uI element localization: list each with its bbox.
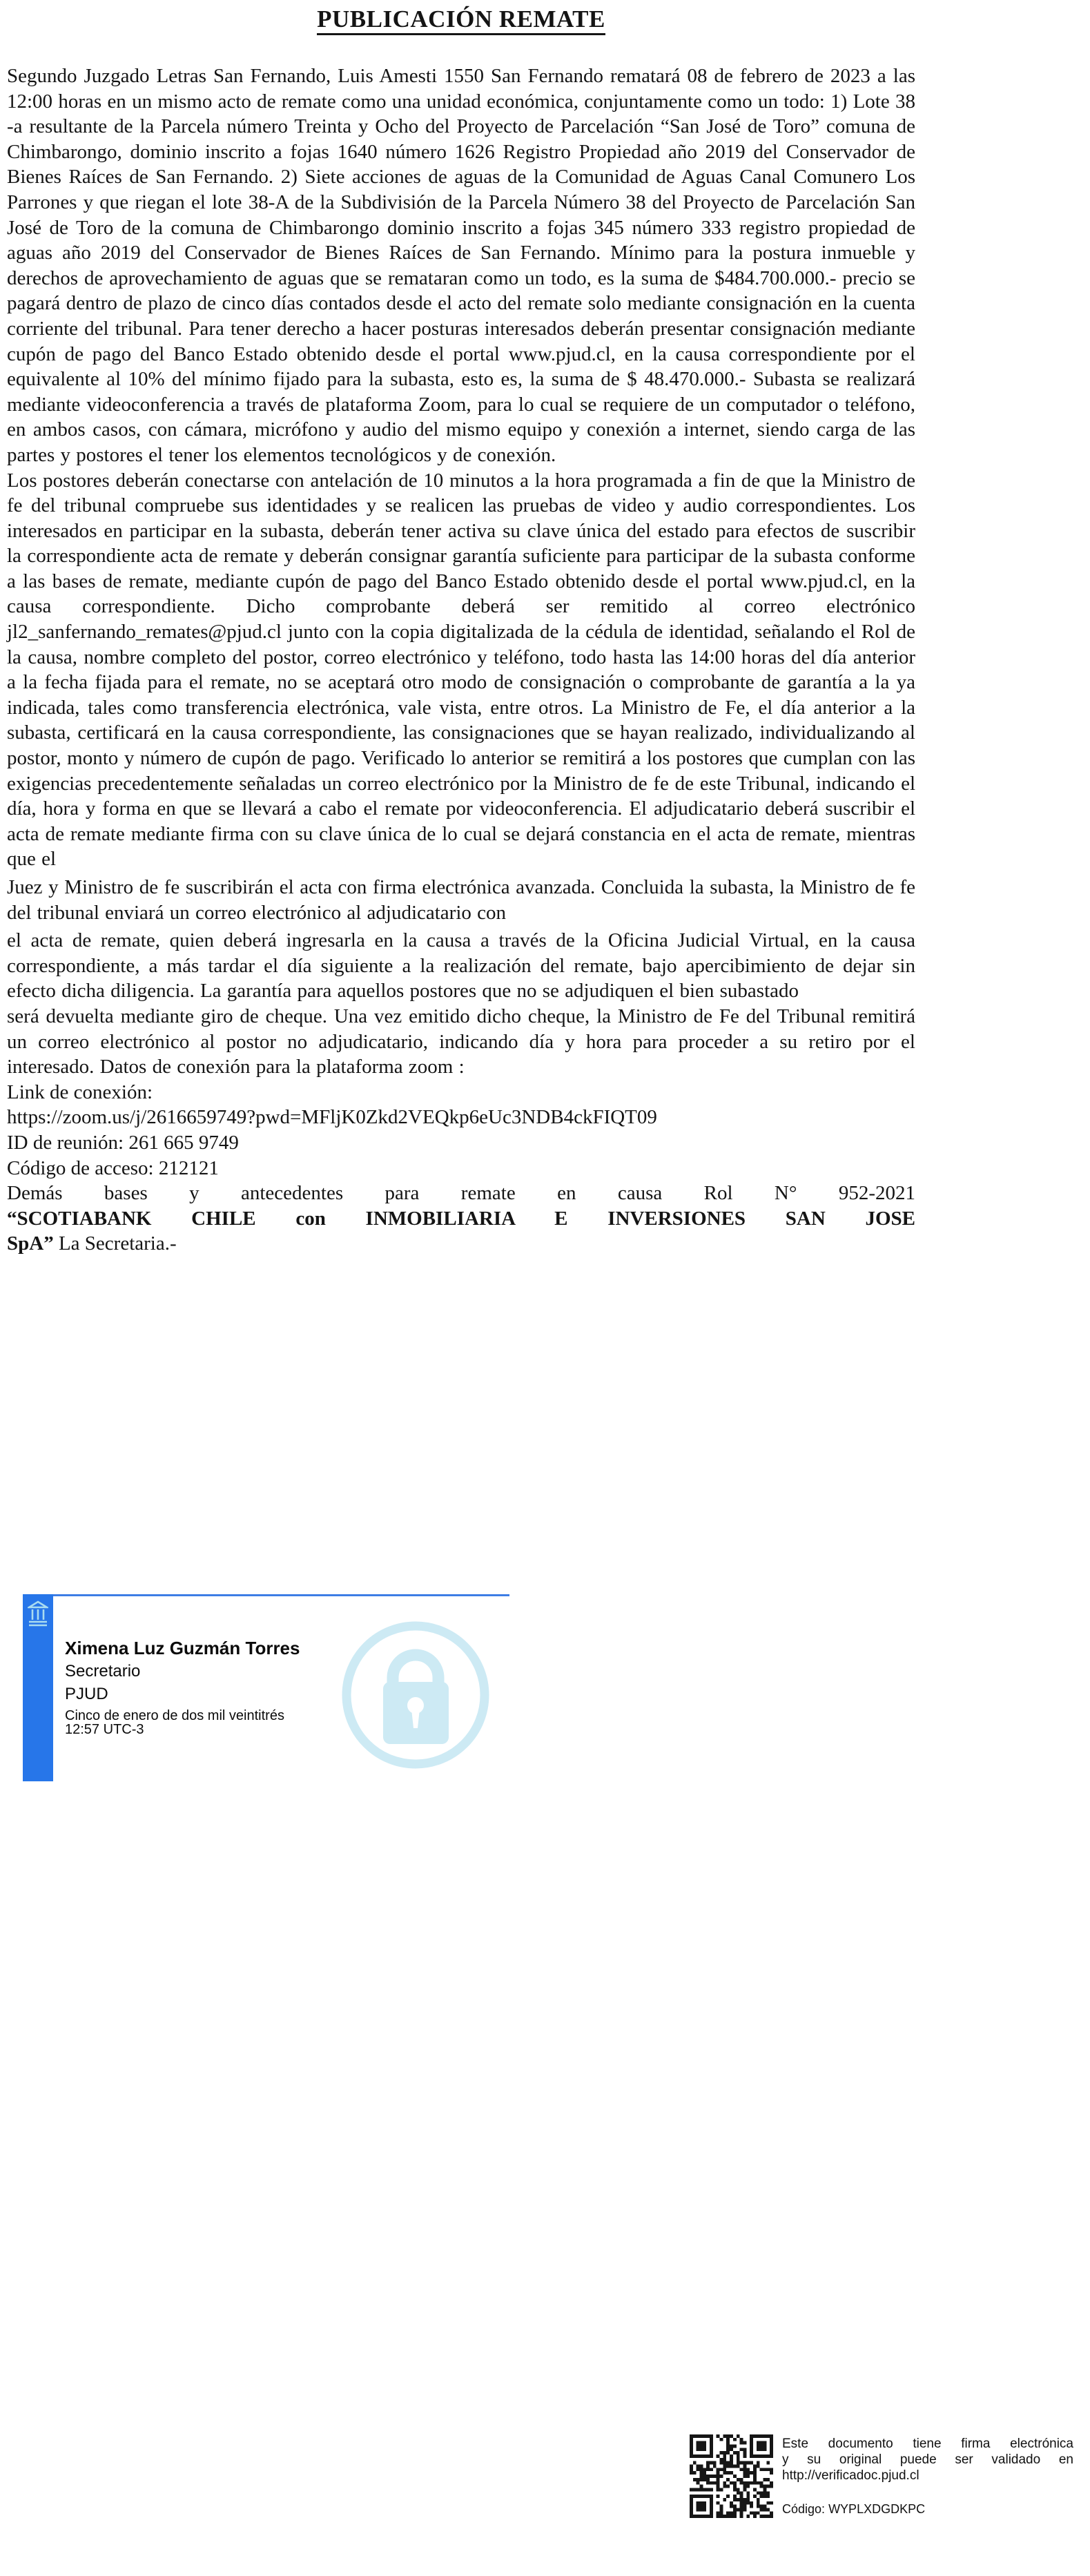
page-title: PUBLICACIÓN REMATE xyxy=(7,6,915,33)
paragraph-record-filing: el acta de remate, quien deberá ingresarla en la causa a través de la Oficina Judicial Virtual, en la causa correspondiente, a más tardar el día siguiente a la realización del remate, bajo apercibimiento de dejar sin efecto dicha diligencia. La garantía para aquellos postores que no se adjudiquen el bien subastado xyxy=(7,929,915,1003)
paragraph-bidder-requirements: Los postores deberán conectarse con antelación de 10 minutos a la hora programada a fin de que la Ministro de fe del tribunal compruebe sus identidades y se realicen las pruebas de video y audio correspondientes. Los interesados en participar en la subasta, deberán tener activa su clave única del estado para efectos de suscribir la correspondiente acta de remate y deberán consignar garantía suficiente para participar de la subasta conforme a las bases de remate, mediante cupón de pago del Banco Estado obtenido desde el portal www.pjud.cl, en la causa correspondiente. Dicho comprobante deberá ser remitido al correo electrónico jl2_sanfernando_remates@pjud.cl junto con la copia digitalizada de la cédula de identidad, señalando el Rol de la causa, nombre completo del postor, correo electrónico y teléfono, todo hasta las 14:00 horas del día anterior a la fecha fijada para el remate, no se aceptará otro modo de consignación o comprobante de garantía a la ya indicada, tales como transferencia electrónica, vale vista, entre otros. La Ministro de Fe, el día anterior a la subasta, certificará en la causa correspondiente, las consignaciones que se hayan realizado, individualizando al postor, monto y número de cupón de pago. Verificado lo anterior se remitirá a los postores que cumplan con las exigencias precedentemente señaladas un correo electrónico por la Ministro de fe de este Tribunal, indicando el día, hora y forma en que se llevará a cabo el remate por videoconferencia. El adjudicatario deberá suscribir el acta de remate mediante firma con su clave única de lo cual se dejará constancia en el acta de remate, mientras que el xyxy=(7,469,915,871)
connection-link-label: Link de conexión: xyxy=(7,1081,153,1103)
paragraph-signing: Juez y Ministro de fe suscribirán el acta con firma electrónica avanzada. Concluida la subasta, la Ministro de fe del tribunal enviará un correo electrónico al adjudicatario con xyxy=(7,876,915,924)
signature-divider-line xyxy=(23,1594,509,1596)
meeting-id: ID de reunión: 261 665 9749 xyxy=(7,1131,239,1154)
auction-publication xyxy=(7,6,915,1257)
signature-blue-bar xyxy=(23,1594,53,1781)
signature-time: 12:57 UTC-3 xyxy=(65,1722,144,1737)
case-closing-line xyxy=(7,1231,915,1257)
access-code: Código de acceso: 212121 xyxy=(7,1156,219,1179)
verification-code-label: Código: xyxy=(782,2502,826,2516)
lock-badge xyxy=(340,1619,492,1771)
signature-date: Cinco de enero de dos mil veintitrés xyxy=(65,1708,284,1723)
lock-icon xyxy=(340,1619,492,1771)
case-parties-line: “SCOTIABANK CHILE con INMOBILIARIA E INVERSIONES SAN JOSE xyxy=(7,1207,915,1230)
zoom-url: https://zoom.us/j/2616659749?pwd=MFljK0Zkd2VEQkp6eUc3NDB4ckFIQT09 xyxy=(7,1106,657,1129)
paragraph-auction-terms: Segundo Juzgado Letras San Fernando, Luis Amesti 1550 San Fernando rematará 08 de febrero de 2023 a las 12:00 horas en un mismo acto de remate como una unidad económica, conjuntamente como un todo: 1) Lote 38 -a resultante de la Parcela número Treinta y Ocho del Proyecto de Parcelación “San José de Toro” comuna de Chimbarongo, dominio inscrito a fojas 1640 número 1626 Registro Propiedad año 2019 del Conservador de Bienes Raíces de San Fernando. 2) Siete acciones de aguas de la Comunidad de Aguas Canal Comunero Los Parrones y que riegan el lote 38-A de la Subdivisión de la Parcela Número 38 del Proyecto de Parcelación San José de Toro de la comuna de Chimbarongo dominio inscrito a fojas 345 número 333 registro propiedad de aguas año 2019 del Conservador de Bienes Raíces de San Fernando. Mínimo para la postura inmueble y derechos de aprovechamiento de aguas que se remataran como un todo, es la suma de $484.700.000.- precio se pagará dentro de plazo de cinco días contados desde el acto del remate solo mediante consignación en la cuenta corriente del tribunal. Para tener derecho a hacer posturas interesados deberán presentar consignación mediante cupón de pago del Banco Estado obtenido desde el portal www.pjud.cl, en la causa correspondiente por el equivalente al 10% del mínimo fijado para la subasta, esto es, la suma de $ 48.470.000.- Subasta se realizará mediante videoconferencia a través de plataforma Zoom, para lo cual se requiere de un computador o teléfono, en ambos casos, con cámara, micrófono y audio del mismo equipo y conexión a internet, siendo carga de las partes y postores el tener los elementos tecnológicos y de conexión. xyxy=(7,65,915,466)
signer-name: Ximena Luz Guzmán Torres xyxy=(65,1638,300,1658)
signer-organization: PJUD xyxy=(65,1685,108,1703)
verification-code-value: WYPLXDGDKPC xyxy=(828,2502,926,2516)
verification-url: http://verificadoc.pjud.cl xyxy=(782,2468,919,2483)
verification-line-1: Este documento tiene firma electrónica xyxy=(782,2437,1073,2451)
signer-role: Secretario xyxy=(65,1662,141,1681)
verification-text xyxy=(782,2436,1073,2483)
secretaria-label: La Secretaria.- xyxy=(53,1232,177,1255)
qr-code xyxy=(690,2434,773,2518)
paragraph-guarantee-return: será devuelta mediante giro de cheque. Una vez emitido dicho cheque, la Ministro de Fe del Tribunal remitirá un correo electrónico al postor no adjudicatario, indicando día y hora para proceder a su retiro por el interesado. Datos de conexión para la plataforma zoom : xyxy=(7,1005,915,1078)
verification-code xyxy=(782,2502,925,2517)
case-rol-line: Demás bases y antecedentes para remate en causa Rol N° 952-2021 xyxy=(7,1182,915,1205)
courthouse-icon xyxy=(28,1600,48,1627)
verification-line-2: y su original puede ser validado en xyxy=(782,2452,1073,2467)
case-parties-end: SpA” xyxy=(7,1232,54,1255)
